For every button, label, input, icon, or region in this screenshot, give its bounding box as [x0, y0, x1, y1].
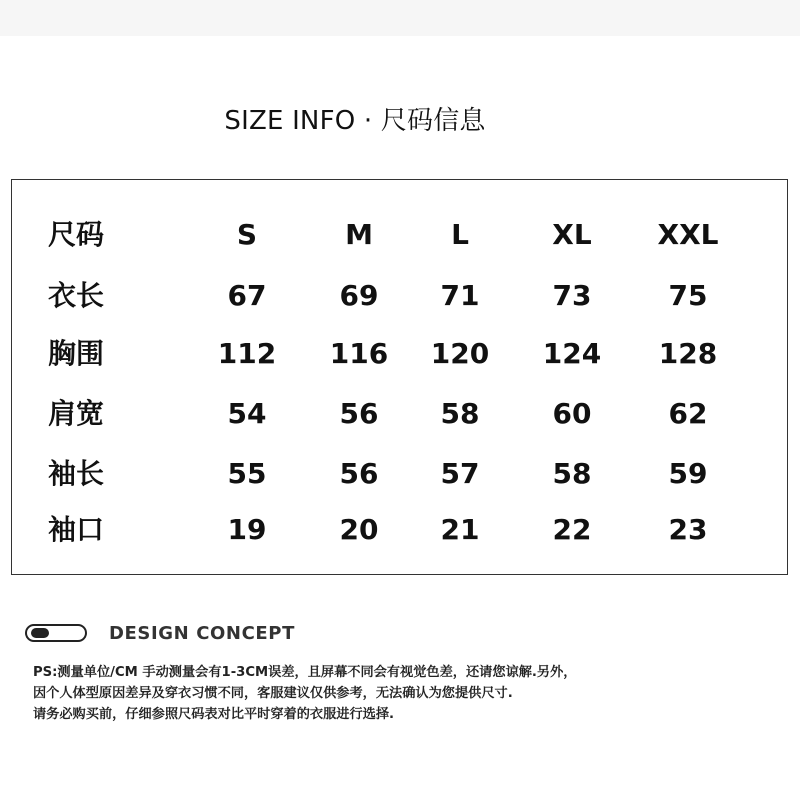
- table-cell: 124: [542, 337, 602, 370]
- design-concept-heading: [25, 620, 295, 646]
- table-cell: 22: [552, 513, 592, 546]
- table-cell: 56: [339, 457, 379, 490]
- row-label-sleeve: 袖长: [48, 457, 105, 490]
- table-cell: 67: [227, 279, 267, 312]
- table-cell: 71: [440, 279, 480, 312]
- table-cell: 58: [552, 457, 592, 490]
- size-header-m: M: [345, 218, 373, 251]
- size-header-xxl: XXL: [657, 218, 719, 251]
- table-cell: 19: [227, 513, 267, 546]
- size-header-xl: XL: [552, 218, 592, 251]
- row-label-length: 衣长: [48, 279, 105, 312]
- table-cell: 58: [440, 397, 480, 430]
- table-cell: 20: [339, 513, 379, 546]
- row-label-chest: 胸围: [48, 337, 105, 370]
- table-cell: 23: [668, 513, 708, 546]
- measurement-note: [33, 662, 783, 725]
- table-cell: 75: [668, 279, 708, 312]
- table-cell: 21: [440, 513, 480, 546]
- row-label-shoulder: 肩宽: [48, 397, 105, 430]
- table-cell: 56: [339, 397, 379, 430]
- note-line: 因个人体型原因差异及穿衣习惯不同，客服建议仅供参考，无法确认为您提供尺寸.: [33, 686, 513, 701]
- top-band: [0, 0, 800, 36]
- note-line: 请务必购买前，仔细参照尺码表对比平时穿着的衣服进行选择.: [33, 707, 395, 722]
- table-cell: 57: [440, 457, 480, 490]
- table-cell: 112: [217, 337, 277, 370]
- toggle-icon: [25, 624, 87, 642]
- note-line: PS:测量单位/CM 手动测量会有1-3CM误差，且屏幕不同会有视觉色差，还请您谅解.另外，: [33, 665, 577, 680]
- table-cell: 116: [329, 337, 389, 370]
- table-cell: 59: [668, 457, 708, 490]
- size-table: [11, 179, 788, 575]
- row-label-cuff: 袖口: [48, 513, 105, 546]
- table-cell: 69: [339, 279, 379, 312]
- size-header-l: L: [451, 218, 469, 251]
- page-title: SIZE INFO · 尺码信息: [224, 106, 486, 136]
- table-cell: 73: [552, 279, 592, 312]
- table-cell: 54: [227, 397, 267, 430]
- table-cell: 55: [227, 457, 267, 490]
- table-cell: 62: [668, 397, 708, 430]
- header-label: 尺码: [48, 218, 105, 251]
- table-cell: 128: [658, 337, 718, 370]
- table-cell: 120: [430, 337, 490, 370]
- size-header-s: S: [236, 218, 258, 251]
- design-concept-label: DESIGN CONCEPT: [109, 622, 295, 644]
- table-cell: 60: [552, 397, 592, 430]
